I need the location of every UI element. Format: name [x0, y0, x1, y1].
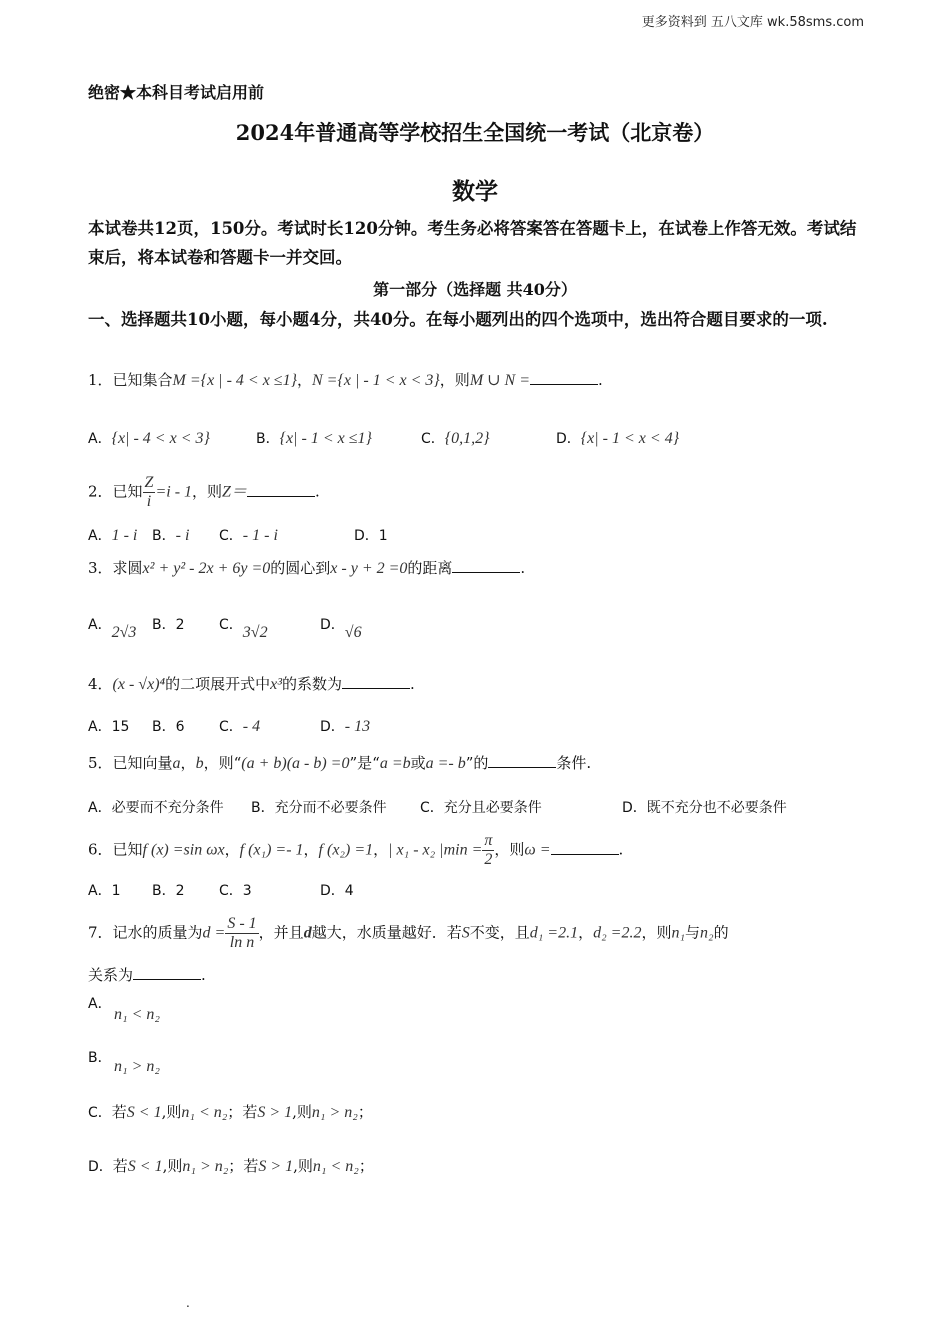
q4-option-c: C．- 4: [219, 718, 261, 735]
q3-option-a: A．2√3: [88, 617, 137, 641]
q3-option-d: D．√6: [320, 617, 362, 641]
q2-fraction: $\frac{Z}{i}$: [144, 474, 154, 510]
instructions: 本试卷共12页，150分。考试时长120分钟。考生务必将答案答在答题卡上，在试卷上作答无效。考试结束后，将本试卷和答题卡一并交回。: [88, 219, 857, 267]
q1-set-n: N ={x | - 1 < x < 3}: [312, 372, 440, 389]
q1-option-c: C．{0,1,2}: [421, 430, 490, 447]
q2-expr: Z＝: [222, 483, 247, 501]
q3-option-c: C．3√2: [219, 617, 268, 641]
answer-blank: [342, 676, 410, 689]
q6-option-c: C．3: [219, 883, 252, 899]
question-2: 2．已知 $\frac{Z}{i}$ =i - 1，则Z＝ .: [88, 474, 320, 510]
q1-option-b: B．{x| - 1 < x ≤1}: [256, 430, 372, 447]
answer-blank: [488, 755, 556, 768]
q5-option-b: B．充分而不必要条件: [251, 800, 387, 816]
q2-rhs: =i - 1: [155, 483, 193, 501]
answer-blank: [247, 484, 315, 497]
q7-option-a: A．: [88, 996, 112, 1012]
q4-term: x³: [270, 676, 282, 693]
q1-option-a: A．{x| - 4 < x < 3}: [88, 430, 210, 447]
question-7: 7．记水的质量为d = $\frac{S - 1}{\text{ln n}}$ ，并且d越大，水质量越好．若S不变，且d₁ =2.1，d₂ =2.2，则n₁与n₂的: [88, 915, 729, 951]
q6-option-a: A．1: [88, 883, 121, 899]
subject-title: 数学: [452, 178, 498, 205]
q5-cond1: (a + b)(a - b) =0: [241, 755, 350, 772]
q3-line: x - y + 2 =0: [330, 560, 408, 577]
answer-blank: [530, 372, 598, 385]
secret-label: 绝密★本科目考试启用前: [88, 83, 265, 102]
q7-option-c: C．若S < 1,则n₁ < n₂；若S > 1,则n₁ > n₂；: [88, 1103, 373, 1121]
q3-option-b: B．2: [152, 617, 185, 633]
q7-option-d: D．若S < 1,则n₁ > n₂；若S > 1,则n₁ < n₂；: [88, 1157, 374, 1175]
section-intro: 一、选择题共10小题，每小题4分，共40分。在每小题列出的四个选项中，选出符合题目要求的一项.: [88, 310, 828, 329]
q7-option-a-math: n₁ < n₂: [114, 1006, 160, 1023]
question-1: [88, 369, 603, 390]
q4-expr: (x - √x)⁴: [112, 676, 166, 693]
q1-prefix: 1．已知集合: [88, 371, 173, 389]
vector-b: b: [195, 755, 204, 772]
q1-option-d: D．{x| - 1 < x < 4}: [556, 430, 680, 447]
exam-title: 2024年普通高等学校招生全国统一考试（北京卷）: [235, 120, 715, 145]
q2-option-d: D．1: [354, 528, 388, 544]
q2-prefix: 2．已知: [88, 482, 143, 501]
question-3: 3．求圆x² + y² - 2x + 6y =0的圆心到x - y + 2 =0的距离 .: [88, 559, 526, 577]
q1-expr: M ∪ N =: [469, 372, 531, 389]
q7-line-2: 关系为 .: [88, 966, 206, 984]
q2-option-c: C．- 1 - i: [219, 527, 278, 544]
q4-option-b: B．6: [152, 719, 185, 735]
q7-option-b-math: n₁ > n₂: [114, 1058, 160, 1075]
vector-a: a: [172, 755, 181, 772]
question-4: 4．(x - √x)⁴的二项展开式中x³的系数为 .: [88, 675, 415, 693]
q3-circle: x² + y² - 2x + 6y =0: [142, 560, 271, 577]
q5-option-d: D．既不充分也不必要条件: [622, 800, 787, 816]
q6-option-b: B．2: [152, 883, 185, 899]
q6-fraction: $\frac{\pi}{2}$: [484, 832, 493, 868]
q6-option-d: D．4: [320, 883, 354, 899]
q4-option-d: D．- 13: [320, 718, 371, 735]
q7-option-b: B．: [88, 1050, 112, 1066]
q2-then: ，则: [192, 482, 223, 501]
q1-sep: ，: [296, 371, 312, 389]
q5-option-c: C．充分且必要条件: [420, 800, 542, 816]
q2-option-b: B．- i: [152, 527, 190, 544]
q2-option-a: A．1 - i: [88, 527, 138, 544]
part1-title: 第一部分（选择题 共40分）: [373, 280, 577, 299]
q1-end: .: [598, 371, 603, 389]
footer-dot: .: [186, 1296, 190, 1310]
question-5: 5．已知向量a，b，则“(a + b)(a - b) =0”是“a =b或a =- b”的 条件.: [88, 754, 592, 772]
q4-option-a: A．15: [88, 719, 130, 735]
answer-blank: [452, 560, 520, 573]
answer-blank: [133, 967, 201, 980]
q1-set-m: M ={x | - 4 < x ≤1}: [172, 372, 297, 389]
question-6: 6．已知f (x) =sin ωx，f (x₁) =- 1，f (x₂) =1，| x₁ - x₂ |min = $\frac{\pi}{2}$ ，则ω = .: [88, 832, 624, 868]
watermark: 更多资料到 五八文库 wk.58sms.com: [641, 15, 864, 30]
q7-fraction: $\frac{S - 1}{\text{ln n}}$: [227, 915, 257, 951]
q5-option-a: A．必要而不充分条件: [88, 800, 224, 816]
q1-then: ，则: [439, 371, 470, 389]
answer-blank: [551, 842, 619, 855]
